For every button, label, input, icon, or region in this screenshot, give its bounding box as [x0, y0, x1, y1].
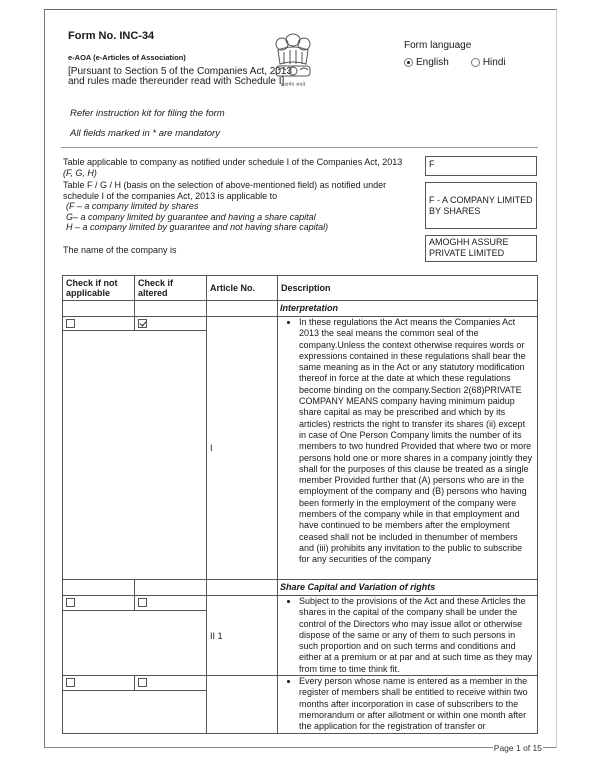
- table-row: [63, 596, 538, 611]
- article-description: [278, 317, 538, 580]
- table-applicable-hint: (F, G, H): [63, 167, 97, 178]
- form-subtitle: e-AOA (e-Articles of Association): [68, 53, 186, 62]
- description-text: • Subject to the provisions of the Act and these Articles the shares in the capital of the company shall be under the control of the Directors who may issue allot or otherwise dispose of the same or any of them to such persons in such proportion and on such terms and conditions and either at a premium or at par and at such time as they may from time to time think fit.: [299, 596, 534, 675]
- articles-table: [62, 275, 538, 734]
- checkbox-not-applicable[interactable]: [66, 678, 75, 687]
- language-option-label: English: [416, 57, 449, 68]
- table-type-hint-h: H – a company limited by guarantee and not having share capital): [66, 222, 329, 232]
- table-row: [63, 317, 538, 331]
- article-description: [278, 676, 538, 733]
- table-type-field[interactable]: F - A COMPANY LIMITED BY SHARES: [425, 182, 537, 229]
- description-text: • In these regulations the Act means the Companies Act 2013 the seal means the common seal of the company.Unless the context otherwise requires words or expressions contained in these regulations shall bear the same meaning as in the Act or any statutory modification thereof in force at the date at which these regulations become binding on the company.Section 2(68)PRIVATE COMPANY MEANS company having minimum paidup share capital as may be prescribed and which by its articles) restricts the right to transfer its shares (ii) except in case of One Person Company limits the number of its members to two hundred Provided that where two or more persons hold one or more shares in a company jointly they shall for the purposes of this clause be treated as a single member Provided further that (A) persons who are in the employment of the company and (B) persons who having been formerly in the employment of the company were members of the company while in that employment and have continued to be members after the employment ceased shall not be included in thenumber of members and (iii) prohibits any invitation to the public to subscribe for any securities of the company: [299, 317, 534, 566]
- table-type-hint-f: (F – a company limited by shares: [66, 201, 199, 211]
- language-option-hindi[interactable]: [471, 57, 506, 68]
- table-header-row: [63, 276, 538, 301]
- article-number: I: [207, 317, 278, 580]
- table-row: [63, 676, 538, 691]
- table-applicable-label: Table applicable to company as notified under schedule I of the Companies Act, 2013: [63, 157, 403, 167]
- header-altered: Check if altered: [135, 276, 207, 301]
- section-title-interpretation: Interpretation: [278, 301, 538, 317]
- table-type-label: Table F / G / H (basis on the selection of above-mentioned field) as notified under schedule I of the companies Act, 2013 is applicable to: [63, 180, 387, 201]
- radio-hindi[interactable]: [471, 58, 480, 67]
- table-type-question: [63, 180, 413, 233]
- checkbox-not-applicable[interactable]: [66, 319, 75, 328]
- checkbox-altered[interactable]: [138, 319, 147, 328]
- language-option-label: Hindi: [482, 57, 506, 68]
- svg-text:सत्यमेव जयते: सत्यमेव जयते: [280, 82, 306, 88]
- header-description: Description: [278, 276, 538, 301]
- mandatory-note: All fields marked in * are mandatory: [70, 128, 220, 139]
- header-article-no: Article No.: [207, 276, 278, 301]
- company-name-label: The name of the company is: [63, 245, 177, 255]
- pursuant-text: [Pursuant to Section 5 of the Companies Act, 2013 and rules made thereunder read with Schedule I]: [68, 66, 293, 87]
- description-text: • Every person whose name is entered as a member in the register of members shall be entitled to receive within two months after incorporation in case of subscribers to the memorandum or after allotment or within one month after the application for the registration of transfer or: [299, 676, 534, 732]
- checkbox-altered[interactable]: [138, 598, 147, 607]
- page-number: Page 1 of 15: [493, 743, 542, 753]
- checkbox-not-applicable[interactable]: [66, 598, 75, 607]
- article-number: [207, 676, 278, 733]
- form-language-label: Form language: [404, 40, 472, 51]
- radio-english[interactable]: [404, 58, 413, 67]
- company-name-field[interactable]: AMOGHH ASSURE PRIVATE LIMITED: [425, 235, 537, 262]
- table-applicable-field[interactable]: F: [425, 156, 537, 176]
- form-language-options: [404, 57, 528, 68]
- form-number: Form No. INC-34: [68, 30, 155, 42]
- india-state-emblem-icon: [268, 30, 318, 92]
- table-applicable-question: [63, 157, 413, 178]
- table-type-hint-g: G– a company limited by guarantee and having a share capital: [66, 211, 316, 222]
- article-number: II 1: [207, 596, 278, 676]
- section-row: [63, 580, 538, 596]
- section-row: [63, 301, 538, 317]
- checkbox-altered[interactable]: [138, 678, 147, 687]
- language-option-english[interactable]: [404, 57, 449, 68]
- refer-instruction-note: Refer instruction kit for filing the form: [70, 108, 225, 119]
- header-divider: [61, 147, 538, 148]
- header-not-applicable: Check if not applicable: [63, 276, 135, 301]
- article-description: [278, 596, 538, 676]
- section-title-share-capital: Share Capital and Variation of rights: [278, 580, 538, 596]
